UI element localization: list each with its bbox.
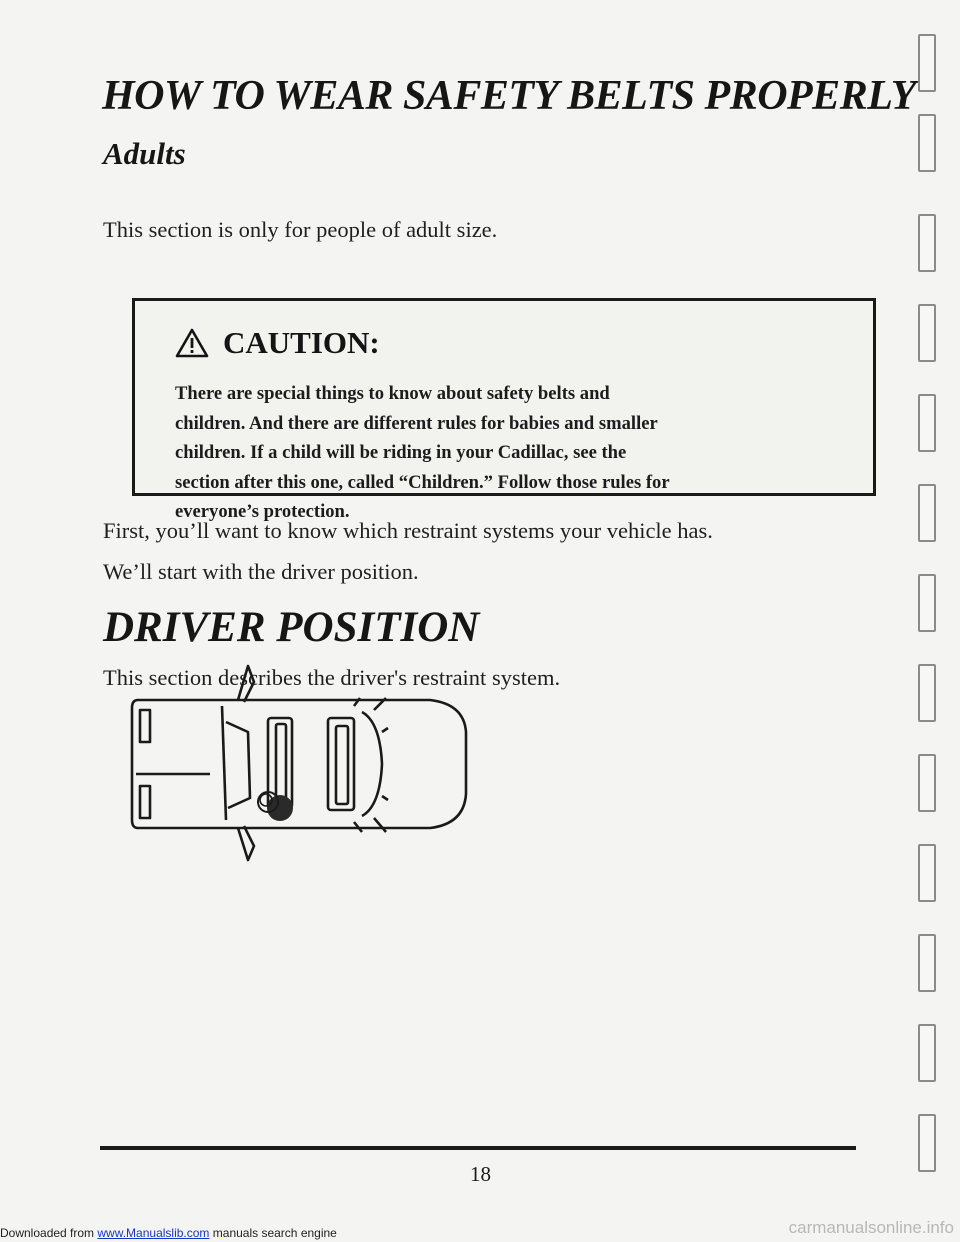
- car-top-view-illustration: [130, 662, 472, 862]
- caution-line: There are special things to know about safety belts and: [175, 383, 610, 404]
- download-footer: [0, 1226, 337, 1240]
- caution-text: [175, 379, 835, 527]
- caution-line: everyone’s protection.: [175, 501, 350, 522]
- caution-line: children. And there are different rules for babies and smaller: [175, 412, 658, 434]
- side-tab: [918, 214, 936, 272]
- side-tab: [918, 304, 936, 362]
- side-tab: [918, 664, 936, 722]
- intro-text: This section is only for people of adult size.: [103, 217, 498, 242]
- paragraph-restraint-systems: First, you’ll want to know which restraint systems your vehicle has.: [103, 518, 713, 543]
- caution-line: section after this one, called “Children.” Follow those rules for: [175, 471, 670, 493]
- side-tab: [918, 114, 936, 172]
- side-tab-strip: [918, 30, 938, 1242]
- side-tab: [918, 754, 936, 812]
- side-tab: [918, 34, 936, 92]
- section-description: This section describes the driver's restraint system.: [103, 665, 561, 690]
- footer-suffix: manuals search engine: [209, 1226, 337, 1240]
- side-tab: [918, 484, 936, 542]
- side-tab: [918, 1114, 936, 1172]
- side-tab: [918, 1024, 936, 1082]
- page-number: 18: [470, 1162, 491, 1186]
- footer-prefix: Downloaded from: [0, 1226, 98, 1240]
- paragraph-driver-start: We’ll start with the driver position.: [103, 559, 419, 584]
- warning-triangle-icon: [175, 328, 209, 358]
- page-heading: HOW TO WEAR SAFETY BELTS PROPERLY: [102, 73, 916, 119]
- side-tab: [918, 844, 936, 902]
- watermark: carmanualsonline.info: [788, 1218, 954, 1237]
- caution-box: [132, 298, 876, 522]
- footer-rule: [100, 1146, 856, 1150]
- caution-title: [175, 325, 380, 361]
- side-tab: [918, 574, 936, 632]
- caution-line: children. If a child will be riding in your Cadillac, see the: [175, 442, 627, 463]
- section-heading-driver-position: DRIVER POSITION: [103, 604, 480, 651]
- caution-label: CAUTION:: [223, 325, 380, 360]
- manualslib-link[interactable]: www.Manualslib.com: [97, 1226, 210, 1240]
- side-tab: [918, 934, 936, 992]
- side-tab: [918, 394, 936, 452]
- subheading-adults: Adults: [103, 136, 186, 171]
